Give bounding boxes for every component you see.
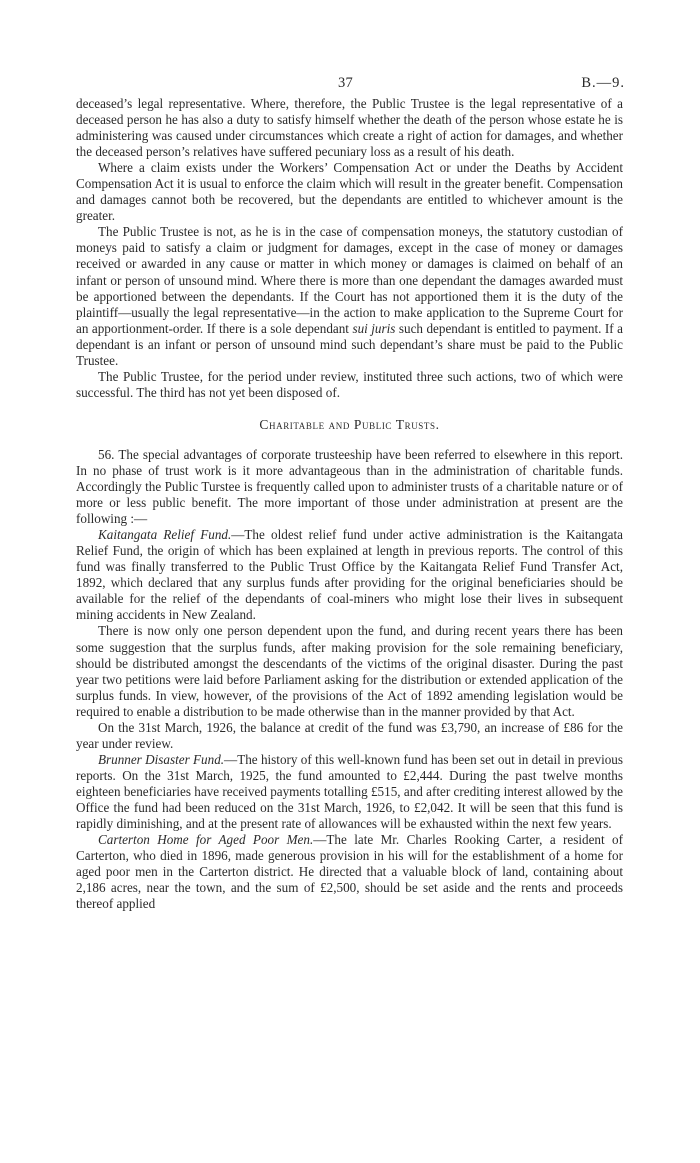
paragraph-statutory-custodian: [76, 224, 623, 368]
document-page: [76, 0, 625, 912]
paragraph-kaitangata-balance: On the 31st March, 1926, the balance at credit of the fund was £3,790, an increase of £86 for the year under review.: [76, 719, 623, 751]
paragraph-text: such dependant is entitled to payment. If a dependant is an infant or person of unsound mind such dependant’s share must be paid to the Public Trustee.: [76, 320, 623, 368]
paragraph-corporate-trusteeship: 56. The special advantages of corporate trusteeship have been referred to elsewhere in this report. In no phase of trust work is it more advantageous than in the administration of charitable funds. Accordingly the Public Turstee is frequently called upon to administer trusts of a charitable nature or of more or less public benefit. The more important of those under administration at present are the following :—: [76, 446, 623, 527]
paragraph-kaitangata-fund: [76, 527, 623, 623]
paragraph-actions-instituted: The Public Trustee, for the period under review, instituted three such actions, two of which were successful. The third has not yet been disposed of.: [76, 368, 623, 400]
fund-title: Brunner Disaster Fund.: [98, 751, 225, 767]
latin-term: sui juris: [352, 320, 396, 336]
body-text: [76, 96, 623, 912]
fund-title: Kaitangata Relief Fund.: [98, 527, 232, 543]
page-header: [76, 0, 625, 91]
paragraph-text: —The oldest relief fund under active administration is the Kaitangata Relief Fund, the origin of which has been explained at length in previous reports. The control of this fund was finally transferred to the Public Trust Office by the Kaitangata Relief Fund Transfer Act, 1892, which declared that any surplus funds after providing for the original beneficiaries should be available for the relief of the dependants of coal-miners who might lose their lives in subsequent mining accidents in New Zealand.: [76, 527, 623, 623]
paragraph-workers-compensation: Where a claim exists under the Workers’ Compensation Act or under the Deaths by Accident Compensation Act it is usual to enforce the claim which will result in the greater benefit. Compensation and damages cannot both be recovered, but the dependants are entitled to whichever amount is the greater.: [76, 160, 623, 224]
paragraph-kaitangata-dependent: There is now only one person dependent upon the fund, and during recent years there has been some suggestion that the surplus funds, after making provision for the sole remaining beneficiary, should be distributed amongst the descendants of the victims of the original disaster. During the past year two petitions were laid before Parliament asking for the distribution or extended application of the surplus funds. In view, however, of the provisions of the Act of 1892 amending legislation would be required to enable a distribution to be made otherwise than in the manner provided by that Act.: [76, 623, 623, 719]
paragraph-legal-representative: deceased’s legal representative. Where, therefore, the Public Trustee is the legal representative of a deceased person he has also a duty to satisfy himself whether the death of the person whose estate he is administering was caused under circumstances which create a right of action for damages, and whether the deceased person’s relatives have suffered pecuniary loss as a result of his death.: [76, 96, 623, 160]
paragraph-brunner-fund: [76, 752, 623, 832]
paragraph-text: —The history of this well-known fund has been set out in detail in previous reports. On the 31st March, 1925, the fund amounted to £2,444. During the past twelve months eighteen beneficiaries have received payments totalling £515, and after crediting interest allowed by the Office the fund had been reduced on the 31st March, 1926, to £2,042. It will be seen that this fund is rapidly diminishing, and at the present rate of allowances will be exhausted within the next few years.: [76, 751, 623, 832]
section-heading: Charitable and Public Trusts.: [259, 416, 440, 432]
fund-title: Carterton Home for Aged Poor Men.: [98, 832, 314, 848]
paragraph-text: —The late Mr. Charles Rooking Carter, a resident of Carterton, who died in 1896, made generous provision in his will for the establishment of a home for aged poor men in the Carterton district. He directed that a valuable block of land, containing about 2,186 acres, near the town, and the sum of £2,500, should be set aside and the rents and proceeds thereof applied: [76, 832, 623, 912]
page-number: 37: [338, 75, 354, 91]
paragraph-text: The Public Trustee is not, as he is in the case of compensation moneys, the statutory custodian of moneys paid to satisfy a claim or judgment for damages, except in the case of money or damages received or awarded in any cause or matter in which money or damages is claimed on behalf of an infant or person of unsound mind. Where there is more than one dependant the damages awarded must be apportioned between the dependants. If the Court has not apportioned them it is the duty of the plaintiff—usually the legal representative—in the action to make application to the Supreme Court for an apportionment-order. If there is a sole dependant: [76, 224, 623, 336]
document-reference: B.—9.: [581, 75, 625, 91]
paragraph-carterton-home: [76, 832, 623, 912]
